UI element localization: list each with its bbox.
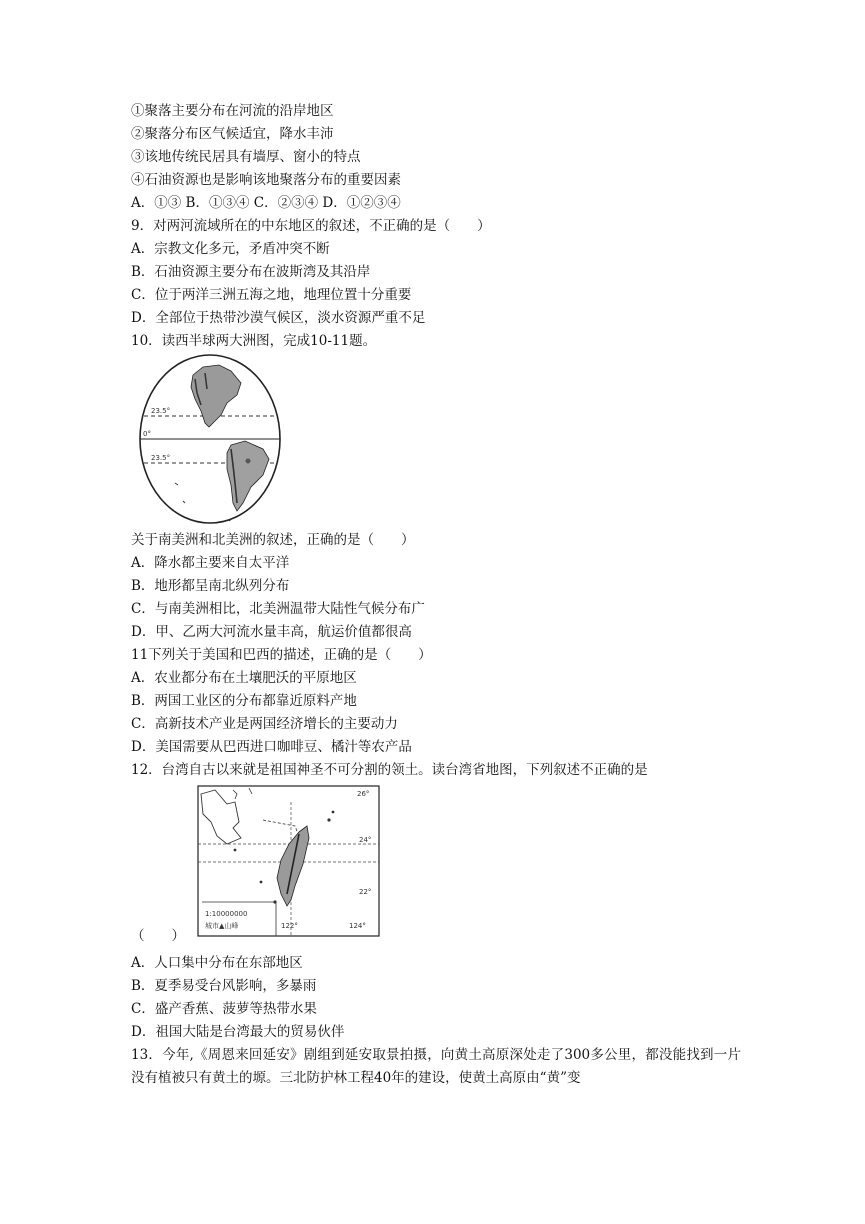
q8-option-1: ①聚落主要分布在河流的沿岸地区	[131, 103, 334, 119]
q9-choice-b: B．石油资源主要分布在波斯湾及其沿岸	[131, 264, 371, 280]
q9-choice-a: A．宗教文化多元，矛盾冲突不断	[131, 241, 330, 257]
equator-label: 0°	[143, 430, 151, 438]
q10-stem: 关于南美洲和北美洲的叙述，正确的是（ ）	[131, 532, 415, 548]
q8-option-2: ②聚落分布区气候适宜，降水丰沛	[131, 126, 334, 142]
q12-choice-d: D．祖国大陆是台湾最大的贸易伙伴	[131, 1024, 345, 1040]
map-scale: 1:10000000	[205, 910, 248, 918]
western-hemisphere-map	[131, 353, 741, 529]
q11-choice-c: C．高新技术产业是两国经济增长的主要动力	[131, 716, 398, 732]
q12-choice-a: A．人口集中分布在东部地区	[131, 955, 303, 971]
q11-choice-b: B．两国工业区的分布都靠近原料产地	[131, 693, 357, 709]
lon-124-label: 124°	[349, 922, 366, 930]
tropic-south-label: 23.5°	[151, 454, 171, 462]
lat-26-label: 26°	[357, 790, 370, 798]
q12-paren: （ ）	[131, 928, 185, 944]
q8-choices: A．①③ B．①③④ C．②③④ D．①②③④	[131, 195, 401, 211]
q11-stem: 11下列关于美国和巴西的描述，正确的是（ ）	[131, 647, 432, 663]
q10-choice-a: A．降水都主要来自太平洋	[131, 555, 290, 571]
lat-22-label: 22°	[359, 888, 372, 896]
q10-choice-b: B．地形都呈南北纵列分布	[131, 578, 290, 594]
map-legend: 城市▲山峰	[205, 922, 239, 930]
q11-choice-d: D．美国需要从巴西进口咖啡豆、橘汁等农产品	[131, 739, 412, 755]
q12-stem: 12．台湾自古以来就是祖国神圣不可分割的领土。读台湾省地图，下列叙述不正确的是	[131, 762, 648, 778]
q10-intro: 10．读西半球两大洲图，完成10-11题。	[131, 333, 377, 349]
q8-option-3: ③该地传统民居具有墙厚、窗小的特点	[131, 149, 361, 165]
tropic-north-label: 23.5°	[151, 407, 171, 415]
lon-122-label: 122°	[281, 922, 298, 930]
q9-choice-d: D．全部位于热带沙漠气候区，淡水资源严重不足	[131, 310, 426, 326]
q13-text: 13．今年,《周恩来回延安》剧组到延安取景拍摄，向黄土高原深处走了300多公里，都没能找到一片没有植被只有黄土的塬。三北防护林工程40年的建设，使黄土高原由“黄”变	[131, 1047, 741, 1086]
q9-stem: 9．对两河流域所在的中东地区的叙述，不正确的是（ ）	[131, 218, 491, 234]
exam-page	[131, 100, 741, 1090]
q12-choice-c: C．盛产香蕉、菠萝等热带水果	[131, 1001, 317, 1017]
taiwan-map	[131, 782, 741, 952]
lat-24-label: 24°	[359, 836, 372, 844]
q9-choice-c: C．位于两洋三洲五海之地，地理位置十分重要	[131, 287, 412, 303]
q10-choice-d: D．甲、乙两大河流水量丰高，航运价值都很高	[131, 624, 412, 640]
q12-choice-b: B．夏季易受台风影响，多暴雨	[131, 978, 317, 994]
q10-choice-c: C．与南美洲相比，北美洲温带大陆性气候分布广	[131, 601, 425, 617]
q11-choice-a: A．农业都分布在土壤肥沃的平原地区	[131, 670, 357, 686]
q8-option-4: ④石油资源也是影响该地聚落分布的重要因素	[131, 172, 401, 188]
